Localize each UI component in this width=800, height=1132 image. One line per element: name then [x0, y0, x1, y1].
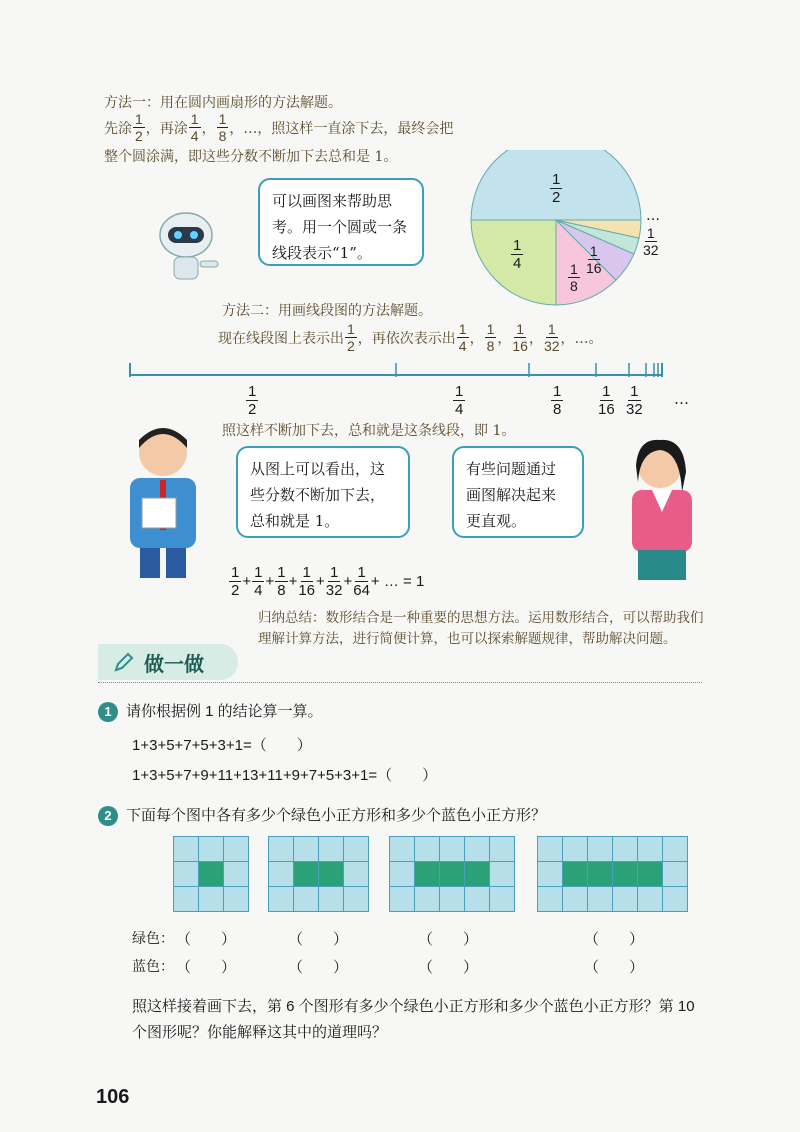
robot-speech-bubble: 可以画图来帮助思考。用一个圆或一条线段表示“1”。	[258, 178, 424, 266]
fraction-half: $\frac{1}{2}$	[135, 111, 143, 144]
section-title: 做一做	[144, 651, 204, 676]
pie-diagram	[470, 150, 710, 320]
blue-blank-4[interactable]: （ ）	[584, 959, 645, 976]
q2-followup: 照这样接着画下去，第 6 个图形有多少个绿色小正方形和多少个蓝色小正方形？第 10 个图形呢？你能解释这其中的道理吗？	[132, 998, 695, 1041]
question-text: 下面每个图中各有多少个绿色小正方形和多少个蓝色小正方形？	[126, 807, 547, 824]
section-divider	[98, 682, 702, 683]
text: ，再涂	[145, 120, 188, 137]
green-blank-2[interactable]: （ ）	[288, 931, 349, 948]
text: ，…，照这样一直涂下去，最终会把	[229, 120, 454, 137]
fraction: $\frac{1}{32}$	[543, 321, 560, 354]
fraction: $\frac{1}{4}$	[254, 564, 263, 599]
text: 先涂	[104, 120, 132, 137]
page-number: 106	[96, 1086, 130, 1108]
girl-speech-bubble: 有些问题通过画图解决起来更直观。	[452, 446, 584, 538]
sum-equation: $\frac{1}{2}$ + $\frac{1}{4}$ + $\frac{1}{8}$ + $\frac{1}{16}$ + $\frac{1}{32}$ + $\frac{1}{64}$ + … = 1	[231, 564, 425, 599]
pie-label-sixteenth: $\frac{1}{16}$	[586, 243, 602, 276]
text: ，再依次表示出	[357, 330, 456, 347]
green-blank-4[interactable]: （ ）	[584, 931, 645, 948]
segment-dots: …	[674, 390, 689, 408]
pencil-icon	[112, 650, 136, 674]
text: 现在线段图上表示出	[218, 330, 344, 347]
pie-label-eighth: $\frac{1}{8}$	[570, 261, 578, 294]
q1-expression-1: 1+3+5+7+5+3+1=（ ）	[132, 737, 312, 754]
boy-speech-bubble: 从图上可以看出，这些分数不断加下去，总和就是 1。	[236, 446, 410, 538]
blue-blank-3[interactable]: （ ）	[418, 959, 479, 976]
method1-line2: 整个圆涂满，即这些分数不断加下去总和是 1。	[104, 149, 398, 165]
boy-illustration	[108, 420, 218, 580]
pie-label-thirty-second: $\frac{1}{32}$	[643, 225, 659, 258]
pie-label-half: $\frac{1}{2}$	[552, 171, 561, 206]
question-number-badge: 2	[98, 806, 118, 826]
fraction: $\frac{1}{32}$	[325, 564, 343, 599]
method1-title: 方法一：用在圆内画扇形的方法解题。	[104, 95, 342, 111]
fraction: $\frac{1}{8}$	[277, 564, 286, 599]
figure-4-grid	[537, 836, 688, 912]
line-segment-diagram	[120, 355, 680, 385]
pie-dots: …	[646, 208, 660, 224]
question-1	[98, 700, 323, 722]
segment-label-eighth: $\frac{1}{8}$	[553, 383, 562, 418]
fraction: $\frac{1}{64}$	[353, 564, 370, 599]
blue-blank-1[interactable]: （ ）	[176, 959, 237, 976]
question-2	[98, 804, 546, 826]
method1-line1	[104, 112, 453, 143]
q1-expression-2: 1+3+5+7+9+11+13+11+9+7+5+3+1=（ ）	[132, 767, 438, 784]
green-blank-3[interactable]: （ ）	[418, 931, 479, 948]
girl-illustration	[600, 432, 710, 582]
segment-label-thirty-second: $\frac{1}{32}$	[626, 383, 643, 418]
green-label: 绿色：	[132, 930, 174, 946]
fraction: $\frac{1}{2}$	[347, 321, 355, 354]
fraction: $\frac{1}{16}$	[512, 321, 528, 354]
fraction-quarter: $\frac{1}{4}$	[190, 111, 199, 144]
pie-label-quarter: $\frac{1}{4}$	[513, 237, 522, 272]
method2-conclusion: 照这样不断加下去，总和就是这条线段，即 1。	[222, 423, 516, 439]
segment-label-half: $\frac{1}{2}$	[248, 383, 257, 418]
method2-line: 现在线段图上表示出 $\frac{1}{2}$ ，再依次表示出 $\frac{1}{4}$ ， $\frac{1}{8}$ ， $\frac{1}{16}$ ， $\frac{1}{32}$ ，…。	[218, 321, 603, 354]
fraction: $\frac{1}{2}$	[231, 564, 240, 599]
fraction: $\frac{1}{16}$	[298, 564, 316, 599]
figure-3-grid	[389, 836, 515, 912]
fraction-eighth: $\frac{1}{8}$	[218, 111, 227, 144]
equation-tail: + … = 1	[370, 573, 425, 590]
section-heading	[98, 644, 238, 680]
green-blank-1[interactable]: （ ）	[176, 931, 237, 948]
method2-title: 方法二：用画线段图的方法解题。	[222, 303, 432, 319]
text: ，	[201, 120, 216, 137]
fraction: $\frac{1}{8}$	[486, 321, 495, 354]
figure-1-grid	[173, 836, 249, 912]
question-number-badge: 1	[98, 702, 118, 722]
fraction: $\frac{1}{4}$	[458, 321, 467, 354]
question-text: 请你根据例 1 的结论算一算。	[126, 703, 323, 720]
segment-label-quarter: $\frac{1}{4}$	[455, 383, 464, 418]
figure-2-grid	[268, 836, 369, 912]
text: ，…。	[560, 330, 603, 347]
segment-label-sixteenth: $\frac{1}{16}$	[598, 383, 615, 418]
blue-blank-2[interactable]: （ ）	[288, 959, 349, 976]
robot-illustration	[148, 205, 228, 285]
summary-text: 归纳总结：数形结合是一种重要的思想方法。运用数形结合，可以帮助我们理解计算方法，进行简便计算，也可以探索解题规律，帮助解决问题。	[258, 610, 704, 647]
blue-label: 蓝色：	[132, 958, 174, 974]
